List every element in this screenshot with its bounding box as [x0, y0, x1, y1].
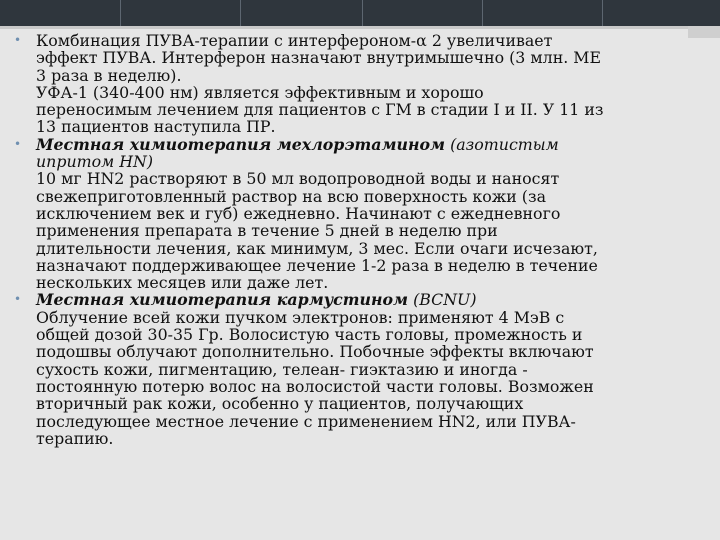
text-line: назначают поддерживающее лечение 1-2 раза в неделю в течение	[36, 255, 598, 275]
heading-bold: Местная химиотерапия кармустином	[36, 290, 409, 310]
text-line: 3 раза в неделю).	[36, 65, 182, 85]
text-line: свежеприготовленный раствор на всю поверхность кожи (за	[36, 186, 546, 206]
text-line: УФА-1 (340-400 нм) является эффективным и хорошо	[36, 82, 484, 102]
heading-italic: (BCNU)	[408, 290, 477, 310]
text-line: общей дозой 30-35 Гр. Волосистую часть головы, промежность и	[36, 325, 583, 345]
text-line: 13 пациентов наступила ПР.	[36, 117, 276, 137]
bullet-icon: •	[14, 33, 22, 47]
text-line: длительности лечения, как минимум, 3 мес. Если очаги исчезают,	[36, 238, 598, 258]
text-line: вторичный рак кожи, особенно у пациентов, получающих	[36, 394, 524, 414]
header-divider	[482, 0, 483, 26]
bullet-icon: •	[14, 136, 22, 151]
text-line: терапию.	[36, 428, 114, 448]
text-line: подошвы облучают дополнительно. Побочные эффекты включают	[36, 342, 594, 362]
header-divider	[362, 0, 363, 26]
header-divider	[120, 0, 121, 26]
header-divider	[240, 0, 241, 26]
text-line: постоянную потерю волос на волосистой части головы. Возможен	[36, 376, 594, 396]
bullet-icon: •	[14, 292, 22, 307]
text-line: применения препарата в течение 5 дней в неделю при	[36, 221, 498, 241]
text-line: нескольких месяцев или даже лет.	[36, 273, 329, 293]
heading-italic: (азотистым	[445, 134, 559, 154]
text-line: переносимым лечением для пациентов с ГМ в стадии I и II. У 11 из	[36, 100, 604, 120]
slide-body	[14, 32, 704, 447]
header-accent-line	[0, 26, 720, 29]
bullet-item	[14, 32, 704, 136]
heading-line: ипритом HN)	[36, 152, 154, 172]
heading-bold: Местная химиотерапия мехлорэтамином	[36, 134, 446, 154]
text-line: эффект ПУВА. Интерферон назначают внутримышечно (3 млн. МЕ	[36, 48, 601, 68]
text-line: Комбинация ПУВА-терапии с интерфероном-α 2 увеличивает	[36, 31, 553, 50]
text-line: сухость кожи, пигментацию, телеан- гиэктазию и иногда -	[36, 359, 528, 379]
heading-line	[36, 136, 704, 153]
text-line: последующее местное лечение с применением HN2, или ПУВА-	[36, 411, 576, 431]
header-divider	[602, 0, 603, 26]
heading-line	[36, 291, 704, 308]
header-band	[0, 0, 720, 26]
text-line: 10 мг HN2 растворяют в 50 мл водопроводной воды и наносят	[36, 169, 560, 189]
bullet-item	[14, 136, 704, 292]
text-line: Облучение всей кожи пучком электронов: применяют 4 МэВ с	[36, 307, 565, 327]
bullet-item	[14, 291, 704, 447]
text-line: исключением век и губ) ежедневно. Начинают с ежедневного	[36, 203, 561, 223]
